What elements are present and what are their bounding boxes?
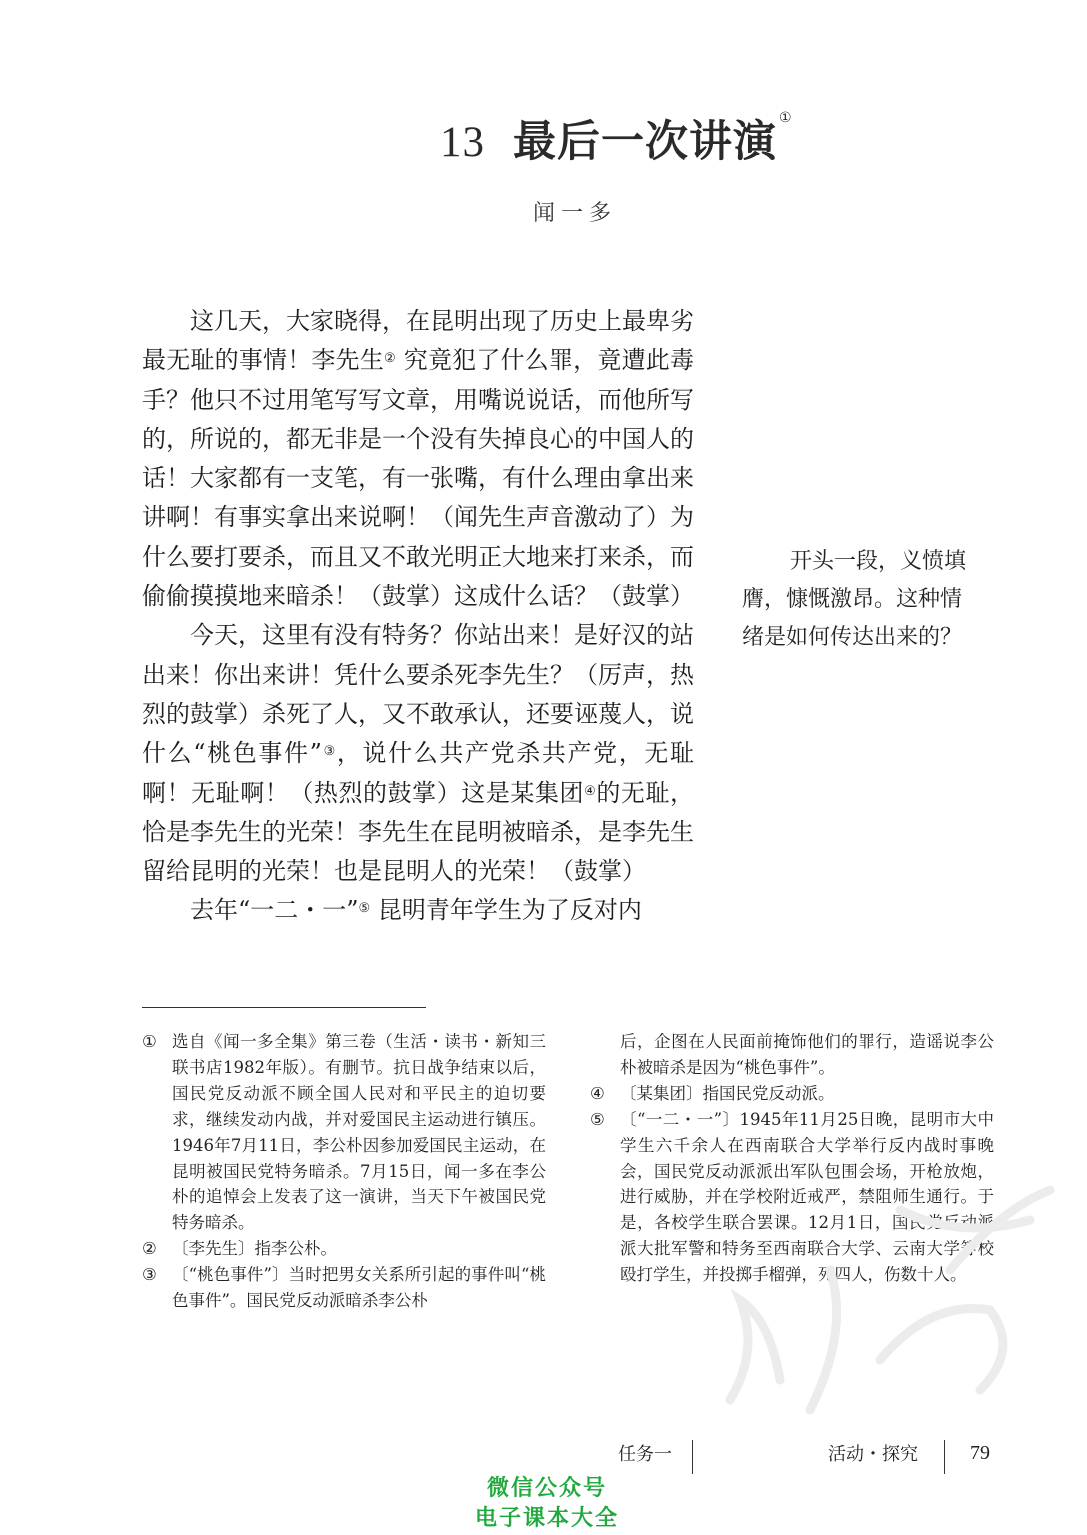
note-ref-2: ② bbox=[384, 351, 396, 367]
main-text bbox=[142, 302, 694, 931]
paragraph-1-part-a: 这几天，大家晓得，在昆明出现了历史上最卑劣最无耻的事情！李先生 bbox=[142, 307, 694, 375]
footer-section: 任务一 bbox=[618, 1444, 672, 1464]
page-number: 79 bbox=[970, 1442, 990, 1464]
footer-activity: 活动・探究 bbox=[828, 1444, 918, 1464]
footnote-2-text: 〔李先生〕指李公朴。 bbox=[172, 1239, 337, 1259]
footer-divider-1 bbox=[692, 1440, 693, 1474]
note-ref-5: ⑤ bbox=[358, 901, 371, 917]
footnote-3-continued: 后，企图在人民面前掩饰他们的罪行，造谣说李公朴被暗杀是因为“桃色事件”。 bbox=[620, 1032, 994, 1077]
paragraph-2-part-b: ，说什么共产党杀共产党，无耻啊！无耻啊！（热烈的鼓掌）这是某集团 bbox=[142, 739, 695, 807]
footnote-divider bbox=[142, 1007, 426, 1008]
paragraph-3-part-b: 昆明青年学生为了反对内 bbox=[370, 896, 642, 925]
footnote-3 bbox=[142, 1262, 546, 1314]
footnote-2-mark: ② bbox=[142, 1239, 157, 1259]
footnote-1 bbox=[142, 1029, 546, 1236]
author-name: 闻一多 bbox=[533, 201, 618, 226]
paragraph-3-part-a: 去年“一二・一” bbox=[190, 896, 359, 925]
footnote-5-mark: ⑤ bbox=[590, 1109, 605, 1129]
paragraph-2 bbox=[142, 616, 694, 891]
paragraph-3 bbox=[142, 891, 694, 930]
title-note-mark: ① bbox=[779, 110, 793, 126]
watermark-line-2: 电子课本大全 bbox=[474, 1506, 619, 1531]
footer-divider-2 bbox=[944, 1440, 945, 1474]
footnote-1-text: 选自《闻一多全集》第三卷（生活・读书・新知三联书店1982年版）。有删节。抗日战争结束以后，国民党反动派不顾全国人民对和平民主的迫切要求，继续发动内战，并对爱国民主运动进行镇压。1946年7月11日，李公朴因参加爱国民主运动，在昆明被国民党特务暗杀。7月15日，闻一多在李公朴的追悼会上发表了这一演讲，当天下午被国民党特务暗杀。 bbox=[172, 1032, 546, 1233]
paragraph-2-part-a: 今天，这里有没有特务？你站出来！是好汉的站出来！你出来讲！凭什么要杀死李先生？（厉声，热烈的鼓掌）杀死了人，又不敢承认，还要诬蔑人，说什么“桃色事件” bbox=[142, 621, 694, 768]
faint-calligraphy-watermark bbox=[700, 1150, 1070, 1450]
footnote-1-mark: ① bbox=[142, 1032, 157, 1051]
margin-question bbox=[742, 543, 994, 657]
margin-question-line-2: 膺，慷慨激昂。这种情 bbox=[742, 587, 963, 612]
paragraph-1 bbox=[142, 302, 694, 616]
lesson-title-text: 最后一次讲演 bbox=[513, 117, 777, 167]
footnote-3-mark: ③ bbox=[142, 1265, 157, 1285]
footnotes-left-column bbox=[142, 1029, 546, 1314]
footnote-4-text: 〔某集团〕指国民党反动派。 bbox=[620, 1083, 835, 1103]
margin-question-line-3: 绪是如何传达出来的？ bbox=[742, 625, 963, 650]
note-ref-4: ④ bbox=[584, 783, 597, 799]
margin-question-line-1: 开头一段，义愤填 bbox=[790, 549, 967, 574]
footnote-2 bbox=[142, 1236, 546, 1262]
watermark-line-1: 微信公众号 bbox=[486, 1476, 607, 1501]
footnote-4-mark: ④ bbox=[590, 1083, 605, 1103]
paragraph-2-part-c: 的无耻，恰是李先生的光荣！李先生在昆明被暗杀，是李先生留给昆明的光荣！也是昆明人的光荣！（鼓掌） bbox=[142, 778, 695, 886]
note-ref-3: ③ bbox=[321, 744, 337, 760]
paragraph-1-part-b: 究竟犯了什么罪，竟遭此毒手？他只不过用笔写写文章，用嘴说说话，而他所写的，所说的，都无非是一个没有失掉良心的中国人的话！大家都有一支笔，有一张嘴，有什么理由拿出来讲啊！有事实拿出来说啊！（闻先生声音激动了）为什么要打要杀，而且又不敢光明正大地来打来杀，而偷偷摸摸地来暗杀！（鼓掌）这成什么话？（鼓掌） bbox=[142, 346, 694, 611]
lesson-title bbox=[440, 108, 793, 169]
footnote-5-text: 〔“一二・一”〕1945年11月25日晚，昆明市大中学生六千余人在西南联合大学举行反内战时事晚会，国民党反动派派出军队包围会场，开枪放炮，进行威胁，并在学校附近戒严，禁阻师生通行。于是，各校学生联合罢课。12月1日，国民党反动派派大批军警和特务至西南联合大学、云南大学等校殴打学生，并投掷手榴弹，死四人，伤数十人。 bbox=[620, 1109, 994, 1285]
footnote-3-text: 〔“桃色事件”〕当时把男女关系所引起的事件叫“桃色事件”。国民党反动派暗杀李公朴 bbox=[172, 1265, 546, 1311]
wechat-watermark bbox=[462, 1474, 632, 1534]
lesson-number: 13 bbox=[440, 119, 485, 166]
footnote-4 bbox=[590, 1081, 994, 1107]
